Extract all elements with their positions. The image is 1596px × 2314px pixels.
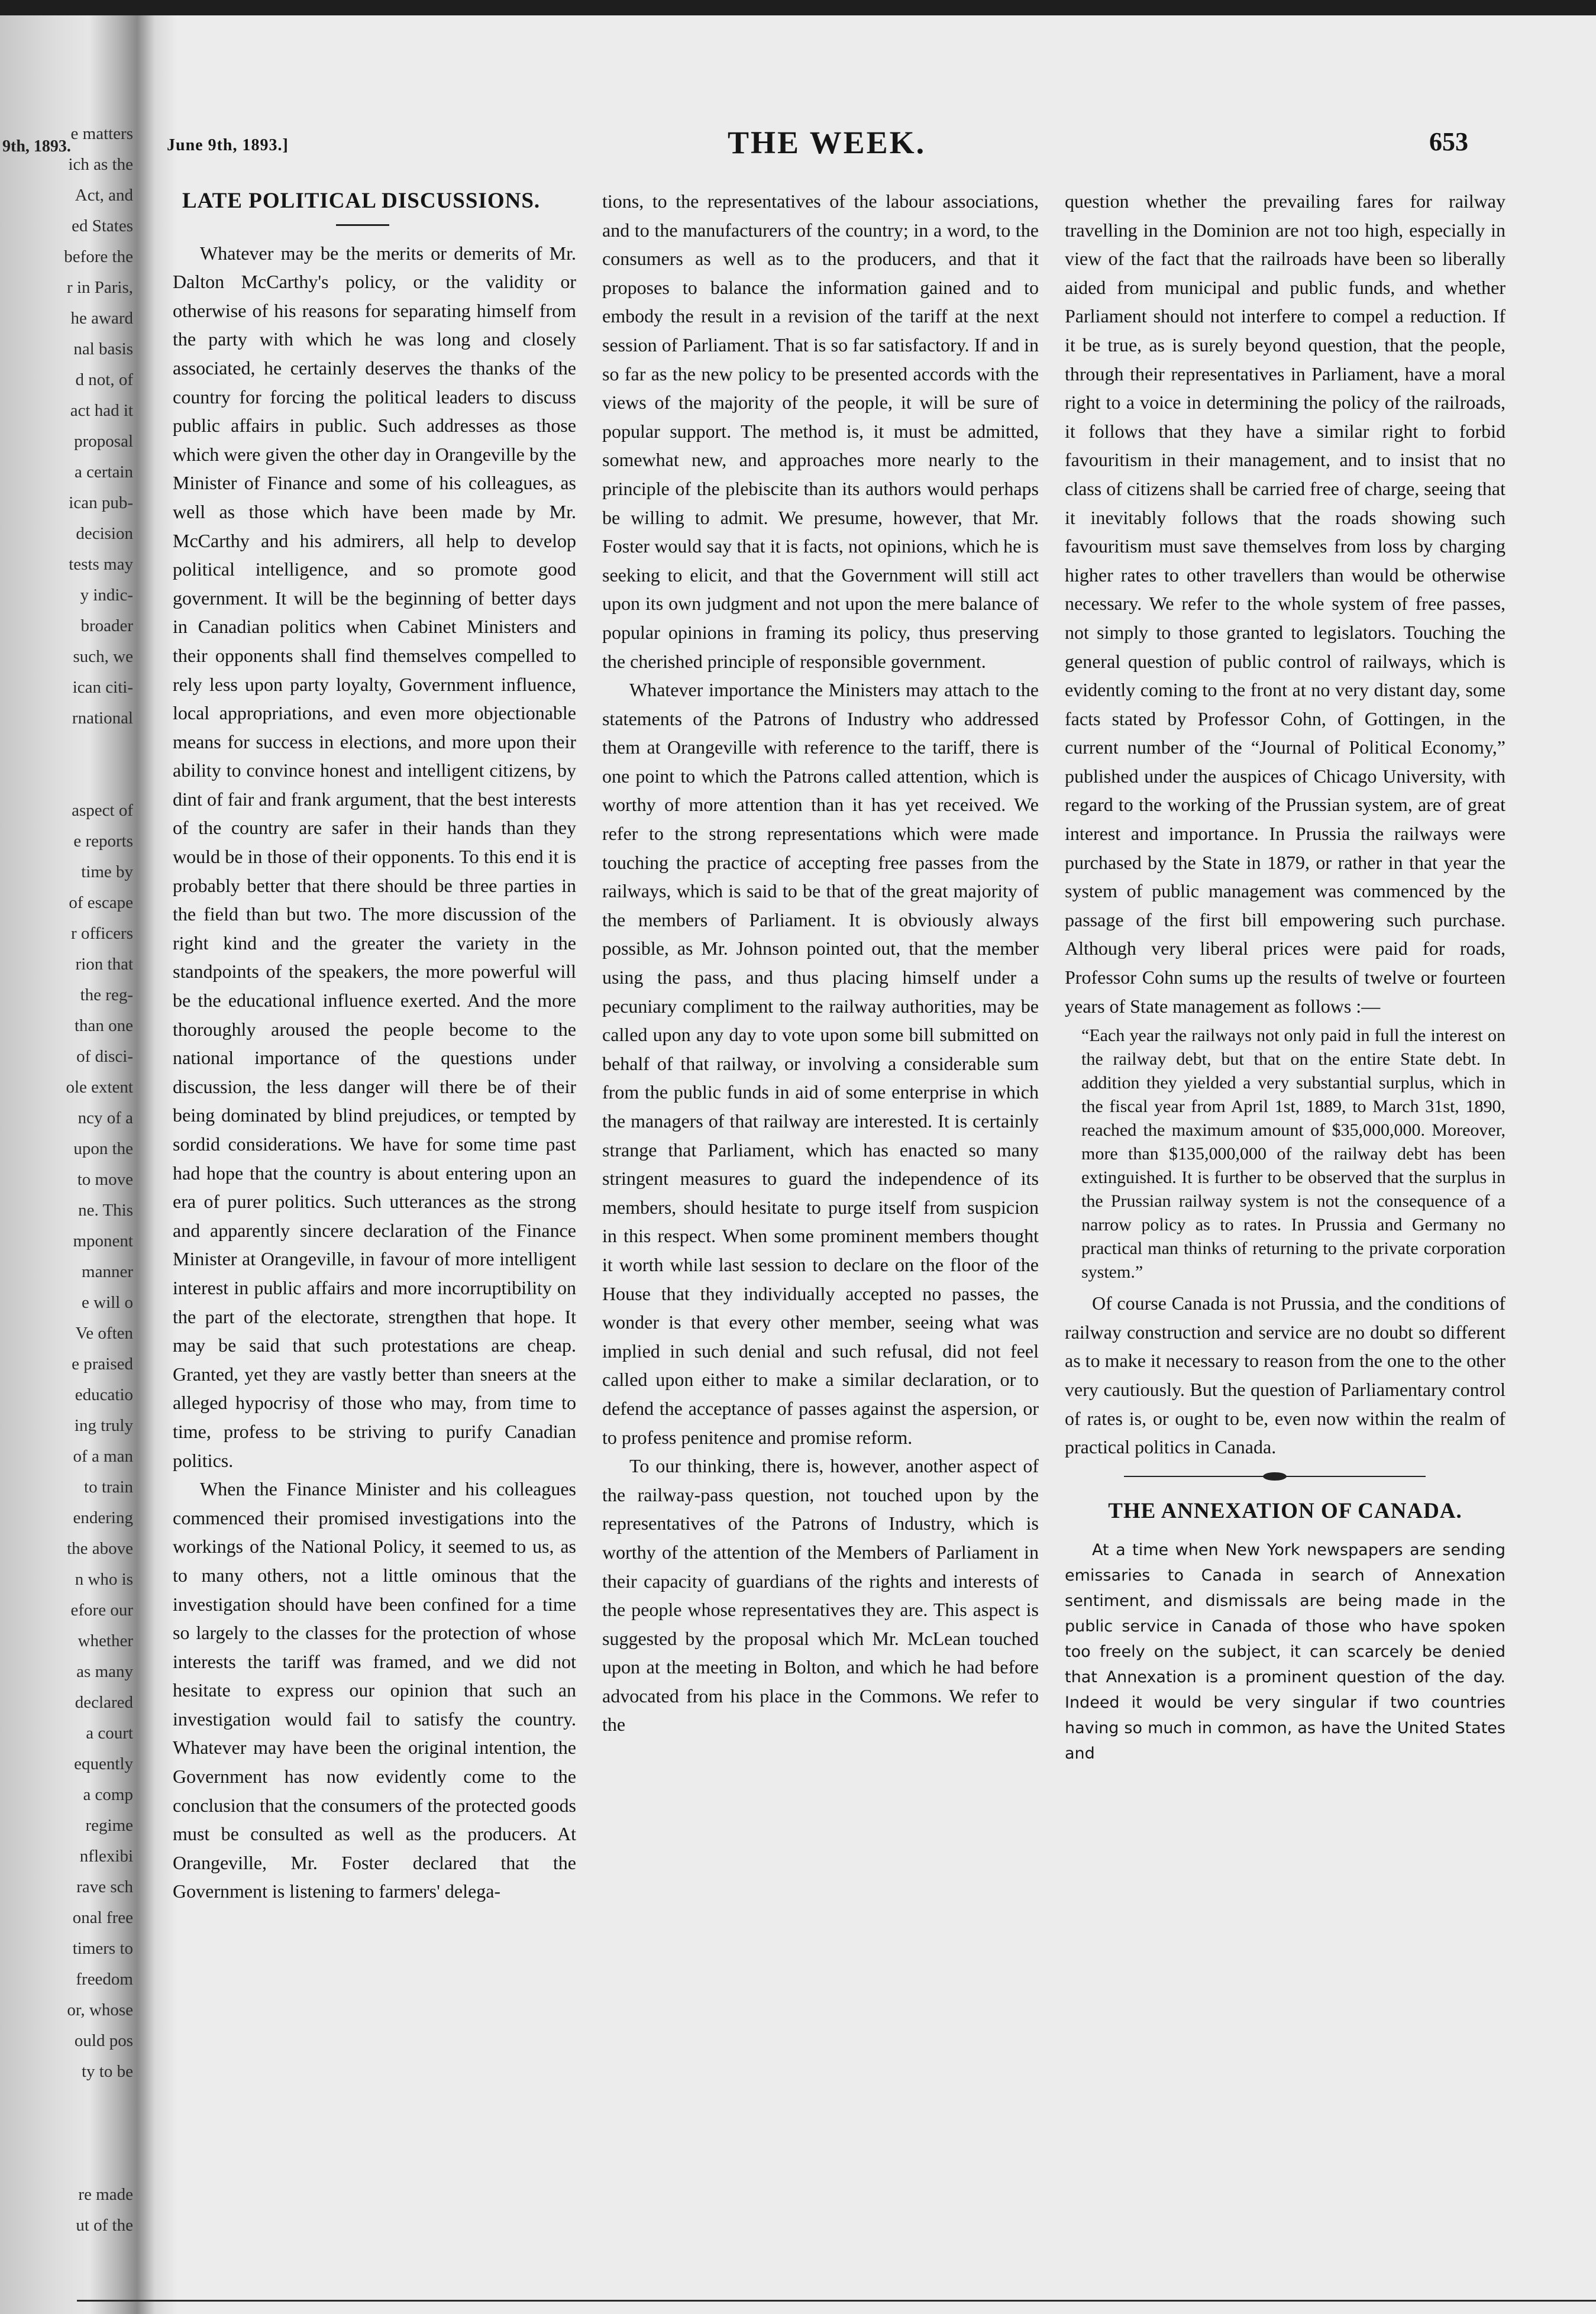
article-paragraph: question whether the prevailing fares for railway travelling in the Dominion are not too high, especially in view of the fact that the railroads have been so liberally aided from municipal and public funds, and whether Parliament should not interfere to compel a reduction. If it be true, as is surely beyond question, that the people, through their representatives in Parliament, have a moral right to a voice in determining the policy of the railroads, it follows that they have a similar right to forbid favouritism in their management, and to insist that no class of citizens shall be carried free of charge, seeing that it inevitably follows that the roads showing such favouritism must save themselves from loss by charging higher rates to other travellers than would be otherwise necessary. We refer to the whole system of free passes, not simply to those granted to legislators. Touching the general question of public control of railways, which is evidently coming to the front at no very distant day, some facts stated by Professor Cohn, of Gottingen, in the current number of the “Journal of Political Economy,” published under the auspices of Chicago University, with regard to the working of the Prussian system, are of great interest and importance. In Prussia the railways were purchased by the State in 1879, or rather in that year the system of public management was commenced by the passage of the first bill empowering such purchase. Although very liberal prices were paid for roads, Professor Cohn sums up the results of twelve or fourteen years of State management as follows :—	[1065, 190, 1505, 1017]
left-page-line: to train	[84, 1478, 133, 1497]
left-page-line	[0, 733, 133, 764]
left-page-line: timers to	[72, 1939, 133, 1958]
left-page-line: e praised	[72, 1355, 133, 1373]
left-page-line: ican citi-	[72, 678, 133, 697]
article-paragraph: Whatever may be the merits or demerits of Mr. Dalton McCarthy's policy, or the validity or otherwise of his reasons for separating himself from the party with which he was long and closely associated, he certainly deserves the thanks of the country for forcing the political leaders to discuss public affairs in public. Such addresses as those which were given the other day in Orangeville by the Minister of Finance and some of his colleagues, as well as those which have been made by Mr. McCarthy and his admirers, all help to develop political intelligence, and so promote good government. It will be the beginning of better days in Canadian politics when Cabinet Ministers and their opponents shall find themselves compelled to rely less upon party loyalty, Government influence, local appropriations, and even more objectionable means for success in elections, and more upon their ability to convince honest and intelligent citizens, by dint of fair and frank argument, that the best interests of the country are safer in their hands than they would be in those of their opponents. To this end it is probably better that there should be three parties in the field than but two. The more discussion of the right kind and the greater the variety in the standpoints of the speakers, the more powerful will be the educational influence exerted. And the more thoroughly aroused the people become to the national importance of the questions under discussion, the less danger will there be of their being dominated by blind prejudices, or tempted by sordid considerations. We have for some time past had hope that the country is about entering upon an era of purer politics. Such utterances as the strong and apparently sincere declaration of the Finance Minister at Orangeville, in favour of more intelligent interest in public affairs and more incorruptibility on the part of the electorate, strengthen that hope. It may be said that such protestations are cheap. Granted, yet they are vastly better than sneers at the alleged hypocrisy of those who may, from time to time, profess to be striving to purify Canadian politics.	[173, 242, 576, 1471]
left-page-line: r officers	[71, 924, 133, 943]
page-date: June 9th, 1893.]	[167, 136, 289, 154]
page-number: 653	[1429, 127, 1468, 156]
article-paragraph: When the Finance Minister and his colleagues commenced their promised investigations into the workings of the National Policy, it seemed to us, as to many others, not a little ominous that the investigation should have been confined for a time so largely to the classes for the protection of whose interests the tariff was framed, and we did not hesitate to express our opinion that such an investigation would fail to satisfy the country. Whatever may have been the original intention, the Government has now evidently come to the conclusion that the consumers of the protected goods must be consulted as well as the producers. At Orangeville, Mr. Foster declared that the Government is listening to farmers' delega-	[173, 1478, 576, 1902]
left-page-line: nal basis	[73, 340, 133, 358]
left-page-line: e matters	[70, 124, 133, 143]
left-page-line: declared	[75, 1693, 133, 1712]
left-page-line: of escape	[69, 893, 133, 912]
left-page-line	[0, 764, 133, 795]
scan-top-edge	[0, 0, 1596, 15]
article-paragraph: At a time when New York newspapers are sending emissaries to Canada in search of Annexation sentiment, and dismissals are being made in the public service in Canada of those who have spoken too freely on the subject, it can scarcely be denied that Annexation is a prominent question of the day. Indeed it would be very singular if two countries having so much in common, as have the United States and	[1065, 1541, 1505, 1763]
scan-bottom-edge	[77, 2300, 1596, 2302]
left-page-line: efore our	[70, 1601, 133, 1620]
left-page-line: mponent	[73, 1232, 133, 1250]
left-page-line: ncy of a	[77, 1108, 133, 1127]
block-quote: “Each year the railways not only paid in full the interest on the railway debt, but that on the entire State debt. In addition they yielded a very substantial surplus, which in the fiscal year from April 1st, 1889, to March 31st, 1890, reached the maximum amount of $35,000,000. Moreover, more than $135,000,000 of the railway debt has been extinguished. It is further to be observed that the surplus in the Prussian railway system is not the consequence of a narrow policy as to rates. In Prussia and Germany no practical man thinks of returning to the private corporation system.”	[1081, 1026, 1505, 1282]
left-page-line: than one	[74, 1016, 133, 1035]
article-heading: THE ANNEXATION OF CANADA.	[1108, 1498, 1462, 1523]
left-page-line: educatio	[75, 1385, 133, 1404]
left-page-line: aspect of	[72, 801, 133, 820]
left-page-line: ty to be	[82, 2062, 133, 2081]
left-page-line: rave sch	[76, 1877, 133, 1896]
left-page-line: time by	[81, 862, 133, 881]
left-page-line: such, we	[73, 647, 133, 666]
left-page-line: onal free	[72, 1908, 133, 1927]
left-page-line: e reports	[73, 832, 133, 851]
left-page-line: equently	[74, 1754, 133, 1773]
left-page-line: before the	[64, 247, 133, 266]
left-page-line: as many	[76, 1662, 133, 1681]
left-page-line: ole extent	[66, 1078, 133, 1097]
left-page-line: a court	[86, 1724, 133, 1743]
section-divider-ornament	[1124, 1472, 1426, 1481]
column-1	[173, 187, 576, 1906]
left-page-line: ican pub-	[69, 493, 133, 512]
left-page-line: decision	[76, 524, 133, 543]
left-page-line: r in Paris,	[67, 278, 133, 297]
left-page-line: ut of the	[76, 2216, 133, 2235]
left-page-line: whether	[77, 1631, 133, 1650]
left-page-line: endering	[73, 1508, 133, 1527]
left-page-line: ed States	[72, 216, 133, 235]
heading-rule	[336, 224, 389, 226]
left-page-line: rnational	[72, 709, 133, 728]
left-page-line: to move	[77, 1170, 133, 1189]
left-page-line: upon the	[73, 1139, 133, 1158]
left-page-line	[0, 2148, 133, 2179]
left-page-line	[0, 2087, 133, 2118]
left-page-line: regime	[85, 1816, 133, 1835]
left-page-line: rion that	[75, 955, 133, 974]
article-paragraph: tions, to the representatives of the labour associations, and to the manufacturers of the country; in a word, to the consumers as well as to the producers, and that it proposes to balance the information gained and to embody the result in a revision of the tariff at the next session of Parliament. That is so far satisfactory. If and in so far as the new policy to be presented accords with the views of the majority of the people, it will be sure of popular support. The method is, it must be admitted, somewhat new, and approaches more nearly to the principle of the plebiscite than its authors would perhaps be willing to admit. We presume, however, that Mr. Foster would say that it is facts, not opinions, which he is seeking to elicit, and that the Government will still act upon its own judgment and not upon the mere balance of popular opinions in framing its policy, thus preserving the cherished principle of responsible government.	[602, 190, 1039, 672]
left-page-line: he award	[70, 309, 133, 328]
left-page-line: the reg-	[80, 985, 133, 1004]
left-page-header: 9th, 1893.	[2, 137, 71, 156]
journal-title: THE WEEK.	[728, 125, 926, 160]
left-page-line: the above	[67, 1539, 133, 1558]
article-paragraph: Of course Canada is not Prussia, and the conditions of railway construction and service are no doubt so different as to make it necessary to reason from the one to the other very cautiously. But the question of Parliamentary control of rates is, or ought to be, even now within the realm of practical politics in Canada.	[1065, 1292, 1505, 1458]
left-page-fragment	[0, 118, 133, 2241]
left-page-line: d not, of	[75, 370, 133, 389]
left-page-line: nflexibi	[79, 1847, 133, 1866]
left-page-line: proposal	[74, 432, 133, 451]
left-page-line: n who is	[75, 1570, 133, 1589]
left-page-line: act had it	[70, 401, 133, 420]
left-page-line: e will o	[82, 1293, 133, 1312]
left-page-line: freedom	[76, 1970, 133, 1989]
left-page-line: tests may	[69, 555, 133, 574]
article-paragraph: Whatever importance the Ministers may attach to the statements of the Patrons of Industry who addressed them at Orangeville with reference to the tariff, there is one point to which the Patrons called attention, which is worthy of more attention than it has yet received. We refer to the strong representations which were made touching the practice of accepting free passes from the railways, which is said to be that of the great majority of the members of Parliament. It is obviously always possible, as Mr. Johnson pointed out, that the member using the pass, and thus placing himself under a pecuniary compliment to the railway authorities, may be called upon any day to vote upon some bill submitted on behalf of that railway, or involving a considerable sum from the public funds in aid of some enterprise in which the managers of that railway are interested. It is certainly strange that Parliament, which has enacted so many stringent measures to guard the independence of its members, should hesitate to purge itself from suspicion in this respect. When some prominent members thought it worth while last session to declare on the floor of the House that they individually accepted no passes, the wonder is that every other member, seeing what was implied in such denial and such refusal, did not feel called upon either to make a similar declaration, or to defend the acceptance of passes against the aspersion, or to profess penitence and promise reform.	[602, 679, 1039, 1448]
left-page-line: of disci-	[76, 1047, 133, 1066]
left-page-line: or, whose	[67, 2000, 133, 2019]
left-page-line: re made	[78, 2185, 133, 2204]
left-page-line: a comp	[83, 1785, 133, 1804]
left-page-line: Ve often	[75, 1324, 133, 1343]
left-page-line	[0, 2118, 133, 2148]
left-page-line: manner	[82, 1262, 133, 1281]
left-page-line: broader	[80, 616, 133, 635]
article-paragraph: To our thinking, there is, however, another aspect of the railway-pass question, not touched upon by the representatives of the Patrons of Industry, which is worthy of the attention of the Members of Parliament in their capacity of guardians of the rights and interests of the people whose representatives they are. This aspect is suggested by the proposal which Mr. McLean touched upon at the meeting in Bolton, and which he had before advocated from his place in the Commons. We refer to the	[602, 1455, 1039, 1735]
left-page-line: ne. This	[78, 1201, 133, 1220]
left-page-line: ould pos	[74, 2031, 133, 2050]
left-page-line: of a man	[73, 1447, 133, 1466]
left-page-line: ich as the	[68, 155, 133, 174]
left-page-line: a certain	[74, 463, 133, 481]
left-page-line: y indic-	[80, 586, 133, 605]
left-page-line: Act, and	[75, 186, 133, 205]
article-heading: LATE POLITICAL DISCUSSIONS.	[182, 189, 541, 213]
left-page-line: ing truly	[74, 1416, 133, 1435]
column-3	[1065, 187, 1505, 1766]
column-2	[602, 187, 1039, 1739]
